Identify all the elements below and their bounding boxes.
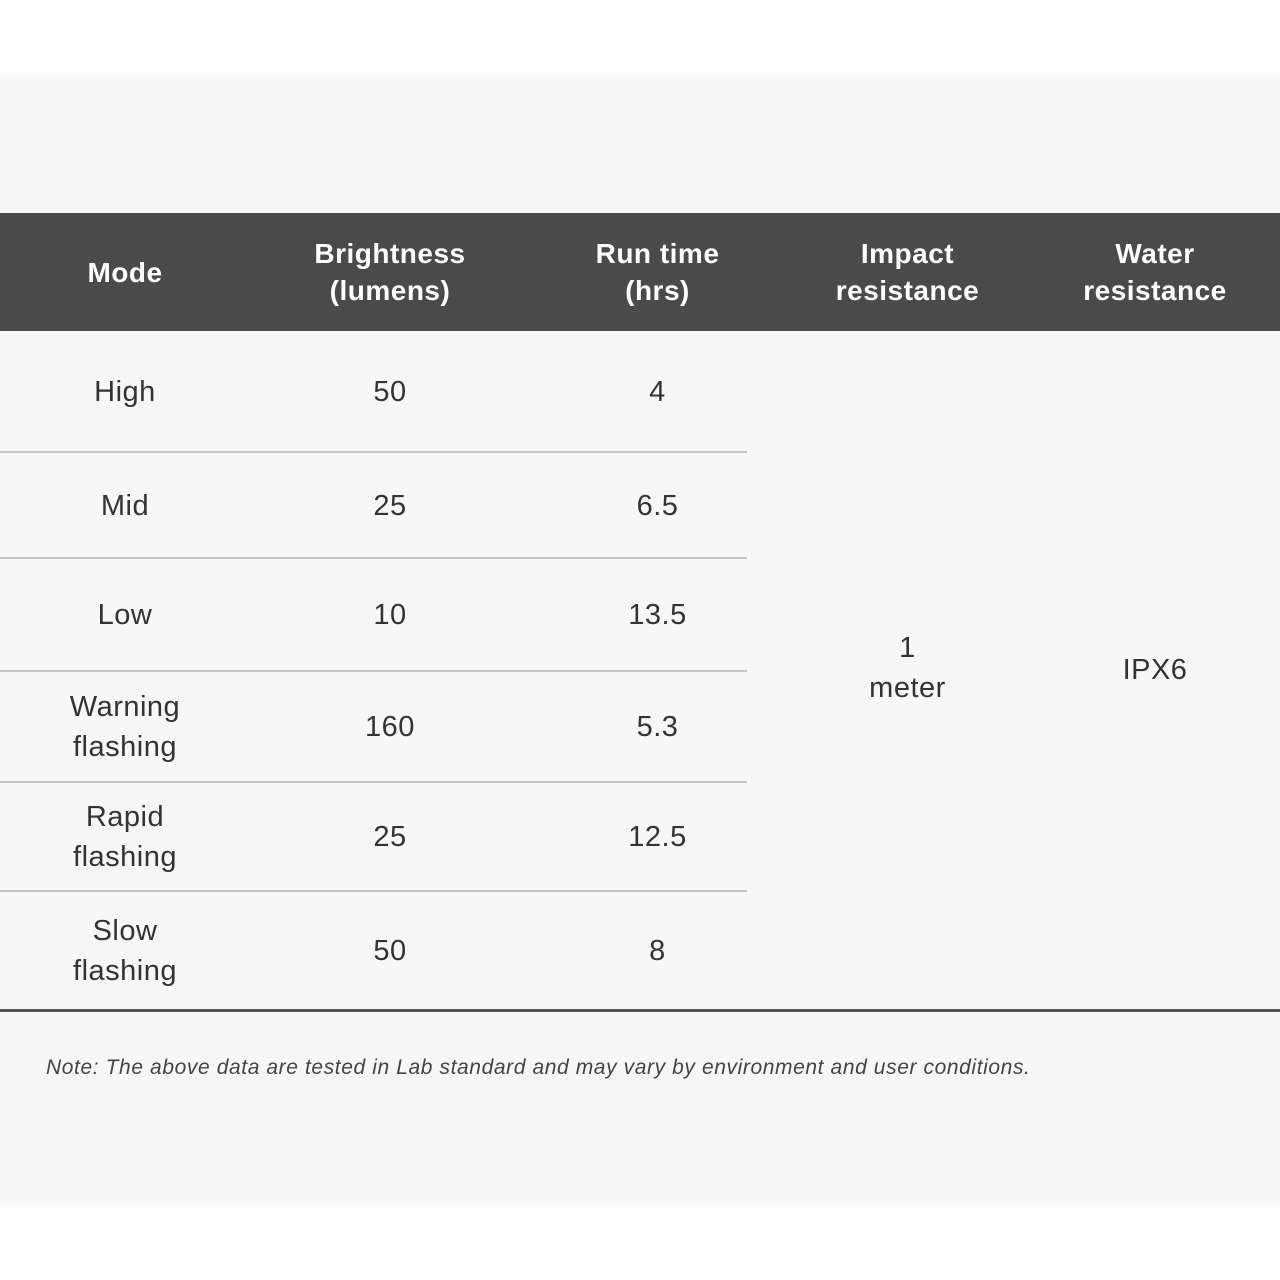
cell-run-time: 4 [649,375,666,408]
cell-brightness: 25 [373,489,407,522]
header-mode: Mode [87,256,163,288]
cell-brightness: 25 [373,821,407,853]
cell-run-time: 6.5 [636,489,679,522]
header-brightness: Brightness (lumens) [314,238,466,306]
cell-water-resistance: IPX6 [1122,654,1188,686]
cell-mode: Rapid flashing [73,801,177,873]
cell-mode: Mid [100,489,150,522]
cell-brightness: 50 [373,934,407,967]
cell-mode: High [94,375,156,408]
cell-mode: Low [97,599,153,631]
cell-run-time: 13.5 [628,599,687,631]
cell-brightness: 160 [365,711,415,743]
cell-impact-resistance: 1 meter [869,632,946,704]
cell-run-time: 5.3 [636,711,679,743]
footnote: Note: The above data are tested in Lab standard and may vary by environment and user conditions. [46,1056,1031,1079]
cell-brightness: 10 [373,599,407,631]
cell-run-time: 12.5 [628,821,687,853]
header-run-time: Run time (hrs) [595,238,720,306]
cell-mode: Warning flashing [69,691,181,763]
cell-run-time: 8 [649,934,666,967]
cell-mode: Slow flashing [73,914,177,987]
table-bottom-border [0,1009,1280,1012]
header-impact-resistance: Impact resistance [835,238,980,306]
header-water-resistance: Water resistance [1083,238,1227,306]
cell-brightness: 50 [373,375,407,408]
